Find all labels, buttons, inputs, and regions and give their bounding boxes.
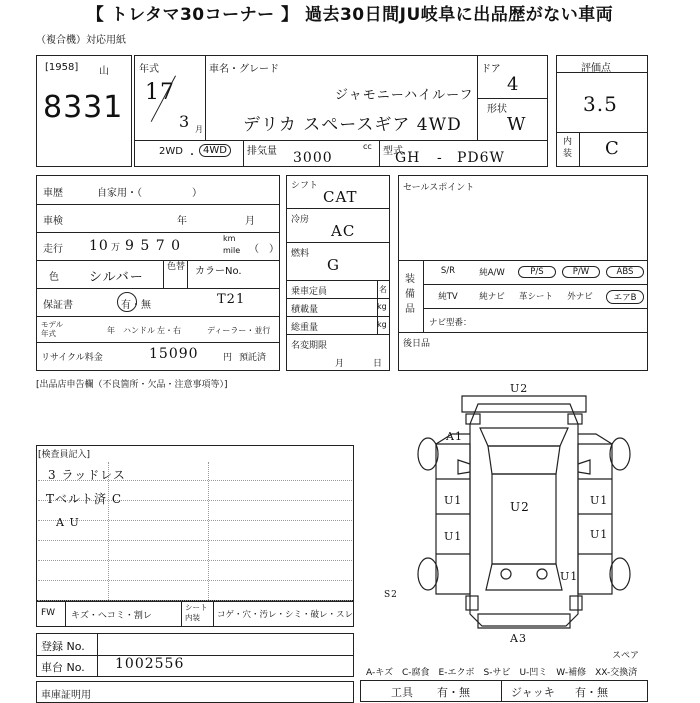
warranty-options: 有・無 bbox=[121, 300, 151, 311]
mark-right-front-door: U1 bbox=[590, 494, 609, 507]
lot-code: [1958] bbox=[45, 62, 79, 73]
mark-left-front-door: U1 bbox=[444, 494, 463, 507]
equipment-item: P/W bbox=[562, 266, 600, 278]
seat-items: コゲ・穴・汚レ・シミ・破レ・スレ bbox=[217, 610, 354, 620]
rating-value: 3.5 bbox=[583, 92, 618, 116]
color-label: 色 bbox=[49, 272, 59, 283]
month-value: 3 bbox=[179, 112, 191, 131]
type-prefix: GH bbox=[395, 150, 421, 166]
equipment-item: 外ナビ bbox=[567, 292, 593, 302]
mileage-label: 走行 bbox=[43, 244, 63, 255]
inspection-label: 車検 bbox=[43, 216, 63, 227]
header-banner: 【 トレタマ30コーナー 】 過去30日間JU岐阜に出品歴がない車両 bbox=[86, 5, 614, 25]
man-unit: 万 bbox=[111, 243, 121, 253]
mile-unit: mile bbox=[223, 246, 241, 255]
jack-options: 有・無 bbox=[575, 686, 608, 699]
registration-month-unit: 月 bbox=[335, 359, 345, 369]
shift-value: CAT bbox=[323, 188, 358, 206]
spec-box: 年式 17 3 月 車名・グレード ジャモニーハイルーフ デリカ スペースギア 4WD ドア 4 形状 W 2WD ・ 4WD 排気量 3000 cc 型式 GH - PD6W bbox=[134, 55, 548, 167]
tools-label: 工具 bbox=[391, 686, 413, 699]
tools-options: 有・無 bbox=[437, 686, 470, 699]
mark-left-rear-door: U1 bbox=[444, 530, 463, 543]
rating-box bbox=[556, 55, 648, 167]
inspector-note-3: A U bbox=[56, 516, 80, 529]
cc-unit: cc bbox=[363, 142, 372, 151]
sales-box bbox=[398, 175, 648, 371]
gross-unit: kg bbox=[377, 320, 387, 329]
rating-label: 評価点 bbox=[581, 63, 611, 74]
reg-no-label: 登録 No. bbox=[41, 640, 85, 653]
notes-header: [出品店申告欄（不良箇所・欠品・注意事項等）] bbox=[36, 380, 228, 390]
gross-label: 総重量 bbox=[291, 323, 319, 333]
load-unit: kg bbox=[377, 302, 387, 311]
shift-box bbox=[286, 175, 390, 371]
equipment-item: S/R bbox=[440, 266, 456, 276]
capacity-unit: 名 bbox=[379, 285, 387, 294]
spare-label: スペア bbox=[612, 651, 640, 661]
model-name-value: デリカ スペースギア 4WD bbox=[243, 115, 462, 135]
history-box: 車歴 自家用・（ ） 車検 年 月 走行 10 万 9 5 7 0 km mile （ ） 色 シルバー 色替 カラーNo. 保証書 有・無 T21 モデル年式 年 ハンドル 左・右 ディーラー・並行 リサイクル料金 15090 円 預託済 bbox=[36, 175, 280, 371]
model-year-unit: 年 bbox=[107, 326, 115, 335]
recycle-fee: 15090 bbox=[149, 346, 199, 362]
equipment-item: 純A/W bbox=[479, 268, 505, 278]
doors-value: 4 bbox=[507, 74, 520, 95]
doors-label: ドア bbox=[481, 64, 501, 75]
mark-front-left: A1 bbox=[446, 430, 463, 443]
ac-value: AC bbox=[331, 222, 356, 240]
grade-value: ジャモニーハイルーフ bbox=[335, 88, 474, 103]
handle-options: 左・右 bbox=[157, 326, 181, 335]
displacement-value: 3000 bbox=[293, 150, 333, 166]
type-code: PD6W bbox=[457, 150, 505, 166]
equipment-item: エアB bbox=[606, 290, 644, 304]
sales-point-label: セールスポイント bbox=[403, 183, 475, 193]
equipment-item: ABS bbox=[606, 266, 644, 278]
dealer-label: ディーラー・並行 bbox=[207, 326, 271, 335]
chassis-no-label: 車台 No. bbox=[41, 661, 85, 674]
sheet-subtitle: （複合機）対応用紙 bbox=[36, 35, 126, 46]
mileage-rest: 9 5 7 0 bbox=[125, 238, 181, 254]
cert-label: 車庫証明用 bbox=[41, 690, 91, 701]
guide-line bbox=[38, 520, 352, 521]
fw-items: キズ・ヘコミ・割レ bbox=[71, 611, 152, 621]
inspector-note-1: 3 ラッドレス bbox=[48, 468, 126, 482]
chassis-no-value: 1002556 bbox=[115, 656, 185, 672]
history-label: 車歴 bbox=[43, 188, 63, 199]
fuel-value: G bbox=[327, 256, 340, 274]
color-value: シルバー bbox=[89, 270, 144, 285]
drive-2wd: 2WD bbox=[159, 146, 183, 157]
equipment-item: 革シート bbox=[518, 292, 553, 302]
lot-box bbox=[36, 55, 132, 167]
reg-box bbox=[36, 633, 354, 677]
seat-interior-label: シート内装 bbox=[185, 603, 208, 622]
inspection-month-unit: 月 bbox=[245, 216, 255, 227]
shift-label: シフト bbox=[291, 181, 319, 191]
mark-roof: U2 bbox=[510, 500, 530, 514]
damage-legend: A-キズ C-腐食 E-エクボ S-サビ U-凹ミ W-補修 XX-交換済 bbox=[366, 668, 638, 678]
inspection-year-unit: 年 bbox=[177, 216, 187, 227]
lot-lane: 山 bbox=[99, 66, 109, 77]
interior-label: 内装 bbox=[563, 137, 573, 159]
jack-label: ジャッキ bbox=[511, 686, 555, 699]
equipment-item: 純TV bbox=[438, 292, 458, 302]
month-unit: 月 bbox=[195, 125, 203, 134]
fuel-label: 燃料 bbox=[291, 249, 310, 259]
inspector-note-2: Tベルト済 C bbox=[46, 492, 123, 506]
registration-label: 名変期限 bbox=[291, 341, 328, 351]
model-year-label: モデル年式 bbox=[41, 320, 64, 338]
color-change-label: 色替 bbox=[167, 262, 186, 272]
fw-row bbox=[36, 601, 354, 627]
yen-unit: 円 bbox=[223, 353, 233, 363]
mark-rear: A3 bbox=[510, 632, 527, 645]
tools-row bbox=[360, 680, 648, 702]
recycle-label: リサイクル料金 bbox=[41, 353, 103, 363]
registration-day-unit: 日 bbox=[373, 359, 383, 369]
navi-model-label: ナビ型番： bbox=[429, 318, 472, 328]
interior-value: C bbox=[605, 138, 620, 159]
name-grade-label: 車名・グレード bbox=[209, 64, 279, 75]
history-options: 自家用・（ ） bbox=[97, 188, 202, 199]
guide-line bbox=[38, 560, 352, 561]
handle-label: ハンドル bbox=[123, 326, 155, 335]
displacement-label: 排気量 bbox=[247, 146, 277, 157]
ac-label: 冷房 bbox=[291, 215, 310, 225]
warranty-note: T21 bbox=[217, 292, 246, 307]
equipment-item: P/S bbox=[518, 266, 556, 278]
guide-line bbox=[208, 462, 209, 600]
fw-label: FW bbox=[41, 608, 56, 618]
capacity-label: 乗車定員 bbox=[291, 287, 328, 297]
mark-mirror-note: S2 bbox=[384, 590, 398, 600]
equipment-item: 純ナビ bbox=[479, 292, 505, 302]
year-value: 17 bbox=[145, 80, 175, 105]
equipment-label: 装備品 bbox=[405, 274, 415, 315]
guide-line bbox=[38, 580, 352, 581]
drive-4wd: 4WD bbox=[199, 144, 231, 157]
mark-right-rear-door: U1 bbox=[590, 528, 609, 541]
km-unit: km bbox=[223, 234, 236, 243]
shape-value: W bbox=[507, 114, 527, 135]
warranty-label: 保証書 bbox=[43, 300, 73, 311]
guide-line bbox=[38, 540, 352, 541]
mileage-10k: 10 bbox=[89, 238, 109, 254]
model-label: 型式 bbox=[383, 146, 403, 157]
year-label: 年式 bbox=[139, 64, 159, 75]
color-no-label: カラーNo. bbox=[195, 266, 242, 277]
load-label: 積載量 bbox=[291, 305, 319, 315]
mark-top: U2 bbox=[510, 382, 529, 395]
inspector-header: [検査員記入] bbox=[38, 450, 91, 460]
deposit-label: 預託済 bbox=[239, 353, 267, 363]
lot-number: 8331 bbox=[43, 90, 124, 125]
mark-right-rear: U1 bbox=[560, 570, 579, 583]
after-sale-label: 後日品 bbox=[403, 339, 431, 349]
shape-label: 形状 bbox=[487, 104, 507, 115]
